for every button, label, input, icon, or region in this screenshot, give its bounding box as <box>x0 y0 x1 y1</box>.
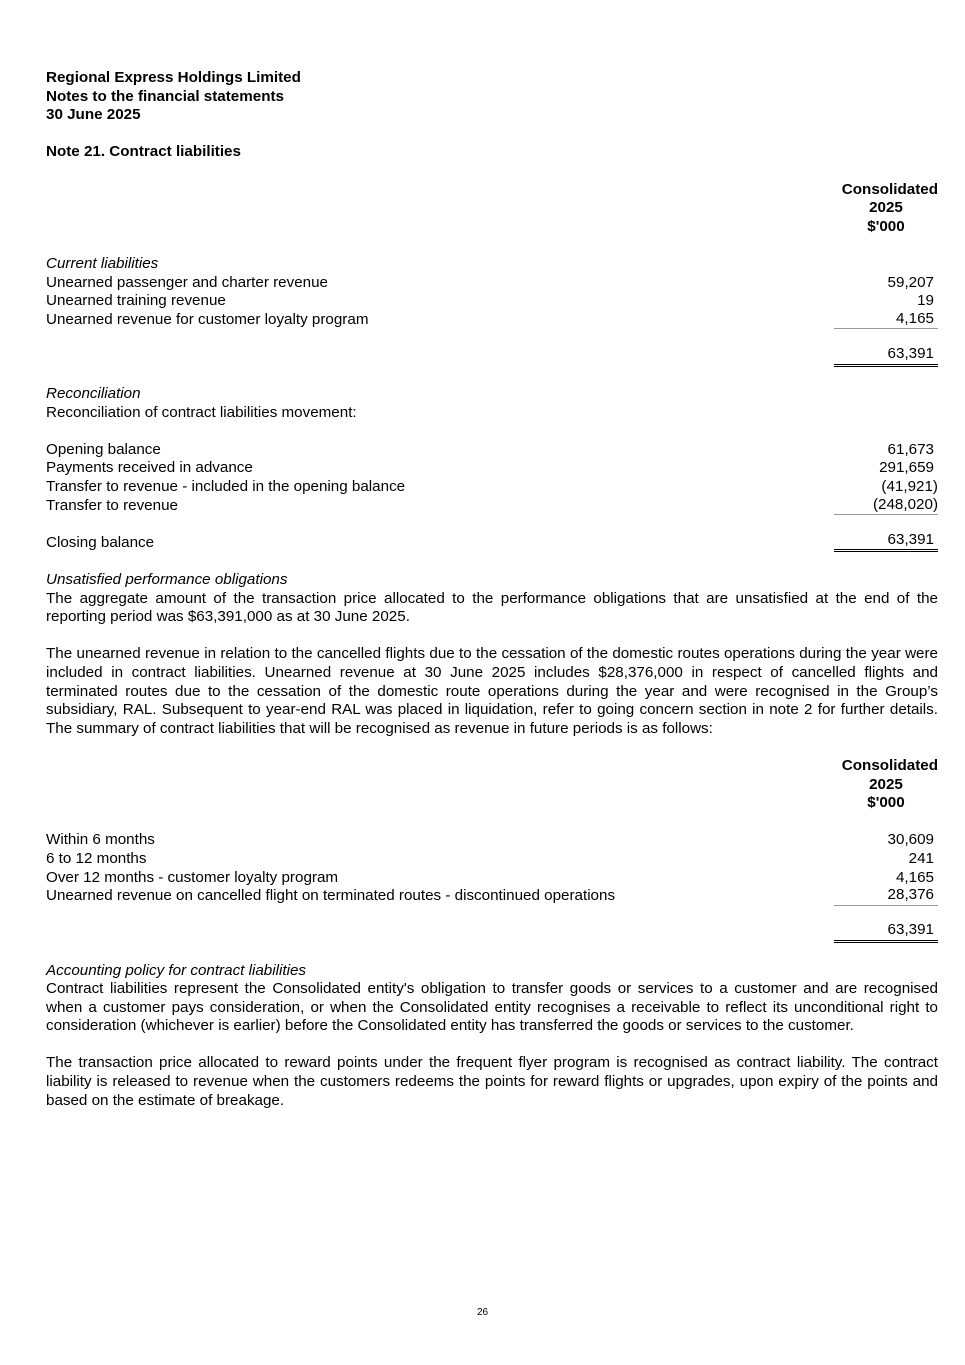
table-row <box>46 292 938 311</box>
column-header <box>46 181 938 237</box>
table-row <box>46 887 938 906</box>
note-title: Note 21. Contract liabilities <box>46 143 241 161</box>
table-row <box>46 441 938 460</box>
document-subtitle: Notes to the financial statements <box>46 87 284 105</box>
column-header-entity: Consolidated <box>841 180 938 198</box>
row-label: Over 12 months - customer loyalty program <box>46 868 339 886</box>
row-value: (41,921) <box>881 478 938 496</box>
row-value: (248,020) <box>834 496 938 516</box>
closing-balance-row <box>46 530 938 553</box>
row-value: 30,609 <box>887 831 934 849</box>
page-number: 26 <box>476 1307 489 1318</box>
section-heading-current: Current liabilities <box>46 254 159 272</box>
row-label: Unearned training revenue <box>46 292 226 310</box>
row-label: Payments received in advance <box>46 459 253 477</box>
section-heading-reconciliation: Reconciliation <box>46 385 141 403</box>
row-label: Opening balance <box>46 440 161 458</box>
paragraph: The transaction price allocated to reward points under the frequent flyer program is recognised as contract liability. The contract liability is released to revenue when the customers redeems the points for reward flights or upgrades, upon expiry of the points and based on the estimate of breakage. <box>46 1054 938 1109</box>
table-row <box>46 850 938 869</box>
row-label: Unearned passenger and charter revenue <box>46 273 328 291</box>
row-label: Transfer to revenue <box>46 496 178 514</box>
total-row <box>46 921 938 943</box>
document-page <box>46 69 938 1110</box>
paragraph: The aggregate amount of the transaction price allocated to the performance obligations that are unsatisfied at the end of the reporting period was $63,391,000 as at 30 June 2025. <box>46 589 938 626</box>
report-date: 30 June 2025 <box>46 106 141 124</box>
row-label: Unearned revenue on cancelled flight on terminated routes - discontinued operations <box>46 887 616 905</box>
row-label: 6 to 12 months <box>46 849 147 867</box>
row-value: 291,659 <box>879 459 934 477</box>
row-value: 4,165 <box>895 868 934 886</box>
table-row <box>46 311 938 330</box>
column-header-year: 2025 <box>869 775 903 793</box>
row-value: 241 <box>908 849 934 867</box>
column-header-year: 2025 <box>869 199 903 217</box>
section-heading-policy: Accounting policy for contract liabilities <box>46 961 306 979</box>
table-row <box>46 831 938 850</box>
row-label: Within 6 months <box>46 831 155 849</box>
row-value: 4,165 <box>834 310 938 330</box>
row-value: 61,673 <box>887 440 934 458</box>
row-label: Transfer to revenue - included in the opening balance <box>46 478 406 496</box>
column-header-unit: $'000 <box>867 217 905 235</box>
paragraph: Contract liabilities represent the Consolidated entity's obligation to transfer goods or services to a customer and are recognised when a customer pays consideration, or when the Consolidated entity recognises a receivable to reflect its unconditional right to consideration (whichever is earlier) before the Consolidated entity has transferred the goods or services to the customer. <box>46 980 938 1035</box>
table-row <box>46 459 938 478</box>
row-value: 28,376 <box>834 886 938 906</box>
total-value: 63,391 <box>834 531 938 553</box>
company-name: Regional Express Holdings Limited <box>46 69 301 86</box>
column-header-unit: $'000 <box>867 794 905 812</box>
table-row <box>46 869 938 888</box>
row-label: Closing balance <box>46 533 155 551</box>
table-row <box>46 478 938 497</box>
total-value: 63,391 <box>834 921 938 943</box>
section-heading-unsatisfied: Unsatisfied performance obligations <box>46 571 288 589</box>
row-label: Unearned revenue for customer loyalty program <box>46 310 369 328</box>
row-value: 19 <box>917 292 934 310</box>
reconciliation-intro: Reconciliation of contract liabilities movement: <box>46 403 357 421</box>
total-row <box>46 344 938 367</box>
table-row <box>46 497 938 516</box>
column-header-entity: Consolidated <box>841 756 938 774</box>
total-value: 63,391 <box>834 345 938 367</box>
column-header <box>46 757 938 813</box>
paragraph: The unearned revenue in relation to the cancelled flights due to the cessation of the domestic routes operations during the year were included in contract liabilities. Unearned revenue at 30 June 2025 includes $28,376,000 in respect of cancelled flights and terminated routes due to the cessation of the domestic route operations during the year and were recognised in the Group’s subsidiary, RAL. Subsequent to year-end RAL was placed in liquidation, refer to going concern section in note 2 for further details. The summary of contract liabilities that will be recognised as revenue in future periods is as follows: <box>46 645 938 737</box>
row-value: 59,207 <box>887 273 934 291</box>
table-row <box>46 274 938 293</box>
